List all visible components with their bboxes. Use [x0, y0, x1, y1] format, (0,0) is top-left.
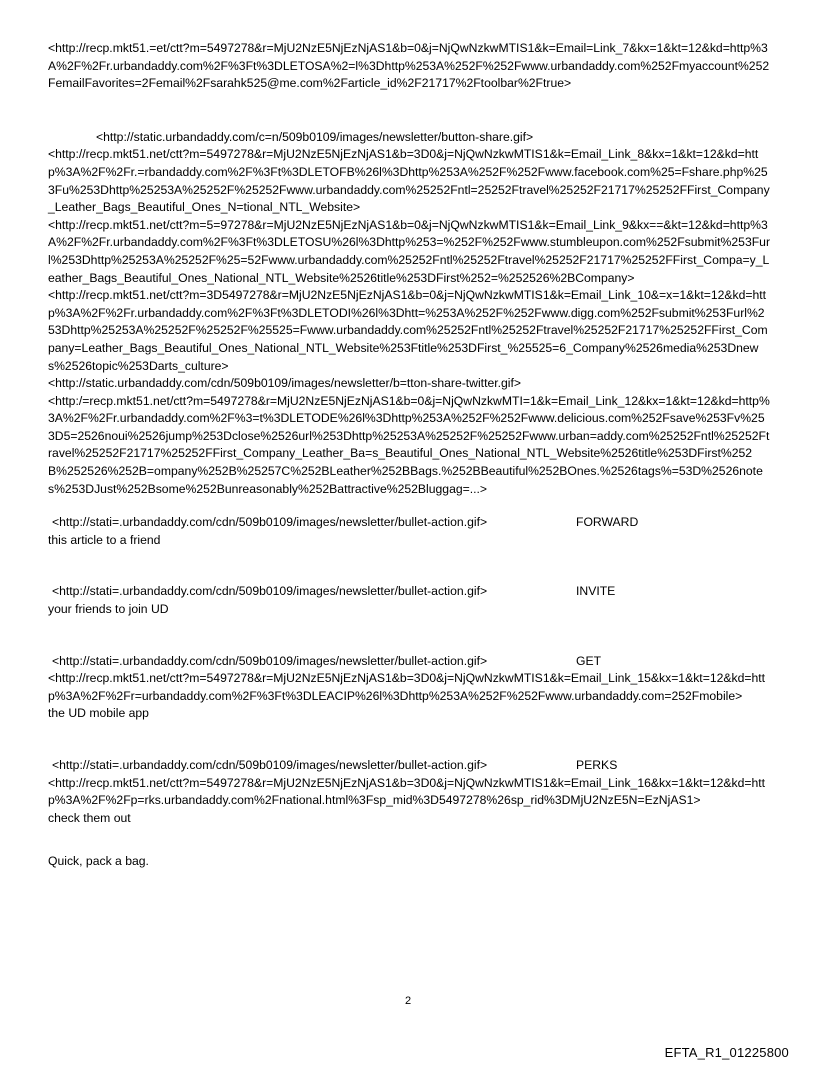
share-button-image-url: <http://static.urbandaddy.com/c=n/509b0109/images/newsletter/button-share.gif> — [96, 129, 534, 144]
forward-label: FORWARD — [576, 515, 639, 530]
forward-line — [48, 514, 770, 532]
perks-text: check them out — [48, 810, 131, 825]
twitter-button-image-url: <http://static.urbandaddy.com/cdn/509b0109/images/newsletter/b=tton-share-twitter.gif> — [48, 376, 521, 391]
get-text: the UD mobile app — [48, 706, 149, 721]
link-stumbleupon-share: <http://recp.mkt51.net/ctt?m=5=97278&r=MjU2NzE5NjEzNjAS1&b=0&j=NjQwNzkwMTIS1&k=Email_Link_9&kx==&kt=12&kd=http%3A%2F%2Fr.urbandaddy.com%2F%3Ft%3DLETOSU%26l%3Dhttp%253=%252F%252Fwww.stumbleupon.com%252Fsubmit%253Furl%253Dhttp%25253A%25252F%25=52Fwww.urbandaddy.com%25252Fntl%25252Ftravel%25252F21717%25252FFirst_Compa=y_Leather_Bags_Beautiful_Ones_National_NTL_Website%2526title%253DFirst%252=%252526%2BCompany> — [48, 217, 771, 285]
link-facebook-share: <http://recp.mkt51.net/ctt?m=5497278&r=MjU2NzE5NjEzNjAS1&b=3D0&j=NjQwNzkwMTIS1&k=Email_Link_8&kx=1&kt=12&kd=http%3A%2F%2Fr.=rbandaddy.com%2F%3Ft%3DLETOFB%26l%3Dhttp%253A%252F%252Fwww.facebook.com%25=Fshare.php%253Fu%253Dhttp%25253A%25252F%25252Fwww.urbandaddy.com%25252Fntl=25252Ftravel%25252F21717%25252FFirst_Company_Leather_Bags_Beautiful_Ones_N=tional_NTL_Website> — [48, 147, 770, 215]
document-id-stamp: EFTA_R1_01225800 — [664, 1045, 789, 1060]
invite-line — [48, 583, 770, 601]
perks-label: PERKS — [576, 758, 618, 772]
invite-text: your friends to join UD — [48, 602, 169, 617]
bullet-image-url: <http://stati=.urbandaddy.com/cdn/509b0109/images/newsletter/bullet-action.gif> — [52, 653, 488, 668]
link-email-favorites: <http://recp.mkt51.=et/ctt?m=5497278&r=MjU2NzE5NjEzNjAS1&b=0&j=NjQwNzkwMTIS1&k=Email=Link_7&kx=1&kt=12&kd=http%3A%2F%2Fr.urbandaddy.com%2F%3Ft%3DLETOSA%2=l%3Dhttp%253A%252F%252Fwww.urbandaddy.com%252Fmyaccount%252FemailFavorites=2Femail%2Fsarahk525@me.com%2Farticle_id%2F21717%2Ftoolbar%2Ftrue> — [48, 41, 770, 91]
bullet-image-url: <http://stati=.urbandaddy.com/cdn/509b0109/images/newsletter/bullet-action.gif> — [52, 515, 488, 530]
link-mobile-app: <http://recp.mkt51.net/ctt?m=5497278&r=MjU2NzE5NjEzNjAS1&b=3D0&j=NjQwNzkwMTIS1&k=Email_Link_15&kx=1&kt=12&kd=http%3A%2F%2Fr=urbandaddy.com%2F%3Ft%3DLEACIP%26l%3Dhttp%253A%252F%252Fwww.urbandaddy.com=252Fmobile> — [48, 671, 766, 703]
get-line — [48, 653, 770, 671]
closing-text: Quick, pack a bag. — [48, 854, 149, 869]
link-delicious-share: <http:/=recp.mkt51.net/ctt?m=5497278&r=MjU2NzE5NjEzNjAS1&b=0&j=NjQwNzkwMTI=1&k=Email_Link_12&kx=1&kt=12&kd=http%3A%2F%2Fr.urbandaddy.com%2F%3=t%3DLETODE%26l%3Dhttp%253A%252F%252Fwww.delicious.com%252Fsave%253Fv%253D5=2526noui%2526jump%253Dclose%2526url%253Dhttp%25253A%25252F%25252Fwww.urban=addy.com%25252Fntl%25252Ftravel%25252F21717%25252FFirst_Company_Leather_Ba=s_Beautiful_Ones_National_NTL_Website%2526title%253DFirst%252B%252526%252B=ompany%252B%25257C%252BLeather%252BBags.%252BBeautiful%252BOnes.%2526tags%=53D%2526notes%253DJust%252Bsome%252Bunreasonably%252Battractive%252Bluggag=...> — [48, 393, 770, 496]
get-label: GET — [576, 653, 602, 668]
bullet-image-url: <http://stati=.urbandaddy.com/cdn/509b0109/images/newsletter/bullet-action.gif> — [52, 758, 488, 772]
forward-text: this article to a friend — [48, 532, 161, 547]
document-body — [48, 40, 770, 871]
link-digg-share: <http://recp.mkt51.net/ctt?m=3D5497278&r=MjU2NzE5NjEzNjAS1&b=0&j=NjQwNzkwMTIS1&k=Email_Link_10&=x=1&kt=12&kd=http%3A%2F%2Fr.urbandaddy.com%2F%3Ft%3DLETODI%26l%3Dhtt=%253A%252F%252Fwww.digg.com%252Fsubmit%253Furl%253Dhttp%25253A%25252F%25252F%25525=Fwww.urbandaddy.com%25252Fntl%25252Ftravel%25252F21717%25252FFirst_Company=Leather_Bags_Beautiful_Ones_National_NTL_Website%253Ftitle%253DFirst_%25525=6_Company%2526media%253Dnews%2526topic%253Darts_culture> — [48, 288, 768, 373]
page-number: 2 — [404, 995, 412, 1007]
link-perks: <http://recp.mkt51.net/ctt?m=5497278&r=MjU2NzE5NjEzNjAS1&b=3D0&j=NjQwNzkwMTIS1&k=Email_Link_16&kx=1&kt=12&kd=http%3A%2F%2Fp=rks.urbandaddy.com%2Fnational.html%3Fsp_mid%3D5497278%26sp_rid%3DMjU2NzE5N=EzNjAS1> — [48, 775, 766, 808]
bullet-image-url: <http://stati=.urbandaddy.com/cdn/509b0109/images/newsletter/bullet-action.gif> — [52, 584, 488, 599]
perks-line — [48, 757, 770, 775]
invite-label: INVITE — [576, 584, 616, 599]
